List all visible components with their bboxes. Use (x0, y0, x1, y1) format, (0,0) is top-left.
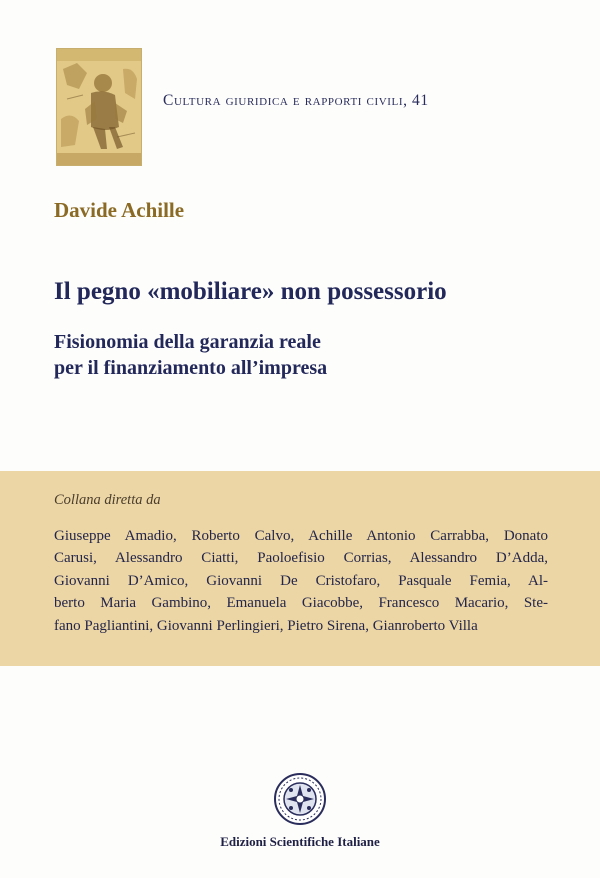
engraving-thumbnail-icon (56, 48, 142, 166)
directors-line: Carusi, Alessandro Ciatti, Paoloefisio Corrias, Alessandro D’Adda, (54, 550, 548, 567)
author-name: Davide Achille (54, 198, 185, 222)
directors-line: berto Maria Gambino, Emanuela Giacobbe, Francesco Macario, Ste- (54, 595, 548, 612)
collana-directors (54, 525, 548, 637)
book-subtitle (54, 329, 327, 381)
directors-line: fano Pagliantini, Giovanni Perlingieri, Pietro Sirena, Gianroberto Villa (54, 617, 478, 634)
book-title: Il pegno «mobiliare» non possessorio (54, 278, 447, 305)
publisher-name: Edizioni Scientifiche Italiane (220, 834, 380, 849)
collana-label: Collana diretta da (54, 492, 161, 508)
series-title: Cultura giuridica e rapporti civili, 41 (163, 92, 429, 109)
directors-line: Giovanni D’Amico, Giovanni De Cristofaro, Pasquale Femia, Al- (54, 572, 548, 589)
directors-line: Giuseppe Amadio, Roberto Calvo, Achille Antonio Carrabba, Donato (54, 528, 548, 544)
subtitle-line: per il finanziamento all’impresa (54, 357, 328, 379)
subtitle-line: Fisionomia della garanzia reale (54, 331, 321, 353)
publisher-emblem-icon (273, 772, 327, 826)
